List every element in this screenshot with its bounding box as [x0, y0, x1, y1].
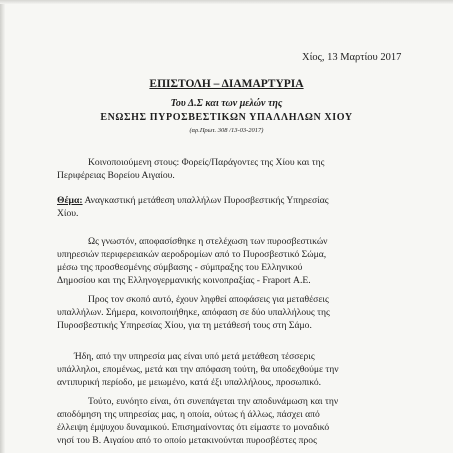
paragraph-4-line-1: Τούτο, ευνόητο είναι, ότι συνεπάγεται την αποδυνάμωση και την [88, 396, 339, 407]
subject-label: Θέμα: [57, 195, 83, 206]
scan-edge-left [0, 0, 5, 453]
reference-number: (αρ.Πρωτ. 308 /13-03-2017) [189, 127, 264, 134]
cc-line-2: Περιφέρειας Βορείου Αιγαίου. [57, 170, 175, 181]
scan-edge-top [0, 0, 453, 4]
paragraph-1-line-2: υπηρεσιών περιφερειακών αεροδρομίων από το Πυροσβεστικό Σώμα, [57, 249, 327, 260]
letter-subtitle-line2: ΕΝΩΣΗΣ ΠΥΡΟΣΒΕΣΤΙΚΩΝ ΥΠΑΛΛΗΛΩΝ ΧΙΟΥ [100, 112, 353, 123]
paragraph-4-line-3: έλλειψη έμψυχου δυναμικού. Επισημαίνοντας ότι είμαστε το μοναδικό [57, 422, 330, 433]
subject-line-2: Χίου. [57, 208, 79, 219]
letter-date: Χίος, 13 Μαρτίου 2017 [302, 52, 402, 63]
letter-title: ΕΠΙΣΤΟΛΗ – ΔΙΑΜΑΡΤΥΡΙΑ [149, 78, 304, 90]
paragraph-4-line-4: νησί του Β. Αιγαίου από το οποίο μετακινούνται πυροσβέστες προς [57, 435, 317, 446]
paragraph-3-line-1: Ήδη, από την υπηρεσία μας είναι υπό μετά μετάθεση τέσσερις [74, 351, 315, 362]
subject-line-1 [57, 196, 329, 206]
cc-line-1: Κοινοποιούμενη στους: Φορείς/Παράγοντες της Χίου και της [88, 157, 325, 168]
paragraph-3-line-3: αντιπυρική περίοδο, με μειωμένο, κατά έξι υπαλλήλους, προσωπικό. [57, 377, 322, 388]
letter-subtitle-line1: Του Δ.Σ και των μελών της [170, 98, 283, 109]
paragraph-1-line-1: Ως γνωστόν, αποφασίσθηκε η στελέχωση των πυροσβεστικών [88, 236, 328, 247]
paragraph-1-line-4: Δημοσίου και της Ελληνογερμανικής κοινοπραξίας - Fraport Α.Ε. [57, 275, 311, 286]
subject-text: Αναγκαστική μετάθεση υπαλλήλων Πυροσβεστικής Υπηρεσίας [84, 195, 329, 206]
paragraph-2-line-1: Προς τον σκοπό αυτό, έχουν ληφθεί αποφάσεις για μεταθέσεις [88, 294, 329, 305]
paragraph-4-line-2: αποδόμηση της υπηρεσίας μας, η οποία, ούτως ή άλλως, πάσχει από [57, 409, 320, 420]
paragraph-3-line-2: υπάλληλοι, επομένως, μετά και την απόφαση τούτη, θα υποδεχθούμε την [57, 364, 339, 375]
paragraph-2-line-3: Πυροσβεστικής Υπηρεσίας Χίου, για τη μετάθεσή τους στη Σάμο. [57, 320, 312, 331]
paragraph-1-line-3: μέσω της προσθεσμένης σύμβασης - σύμπραξης του Ελληνικού [57, 262, 303, 273]
paragraph-2-line-2: υπαλλήλων. Σήμερα, κοινοποιήθηκε, απόφαση σε δύο υπαλλήλους της [57, 307, 330, 318]
